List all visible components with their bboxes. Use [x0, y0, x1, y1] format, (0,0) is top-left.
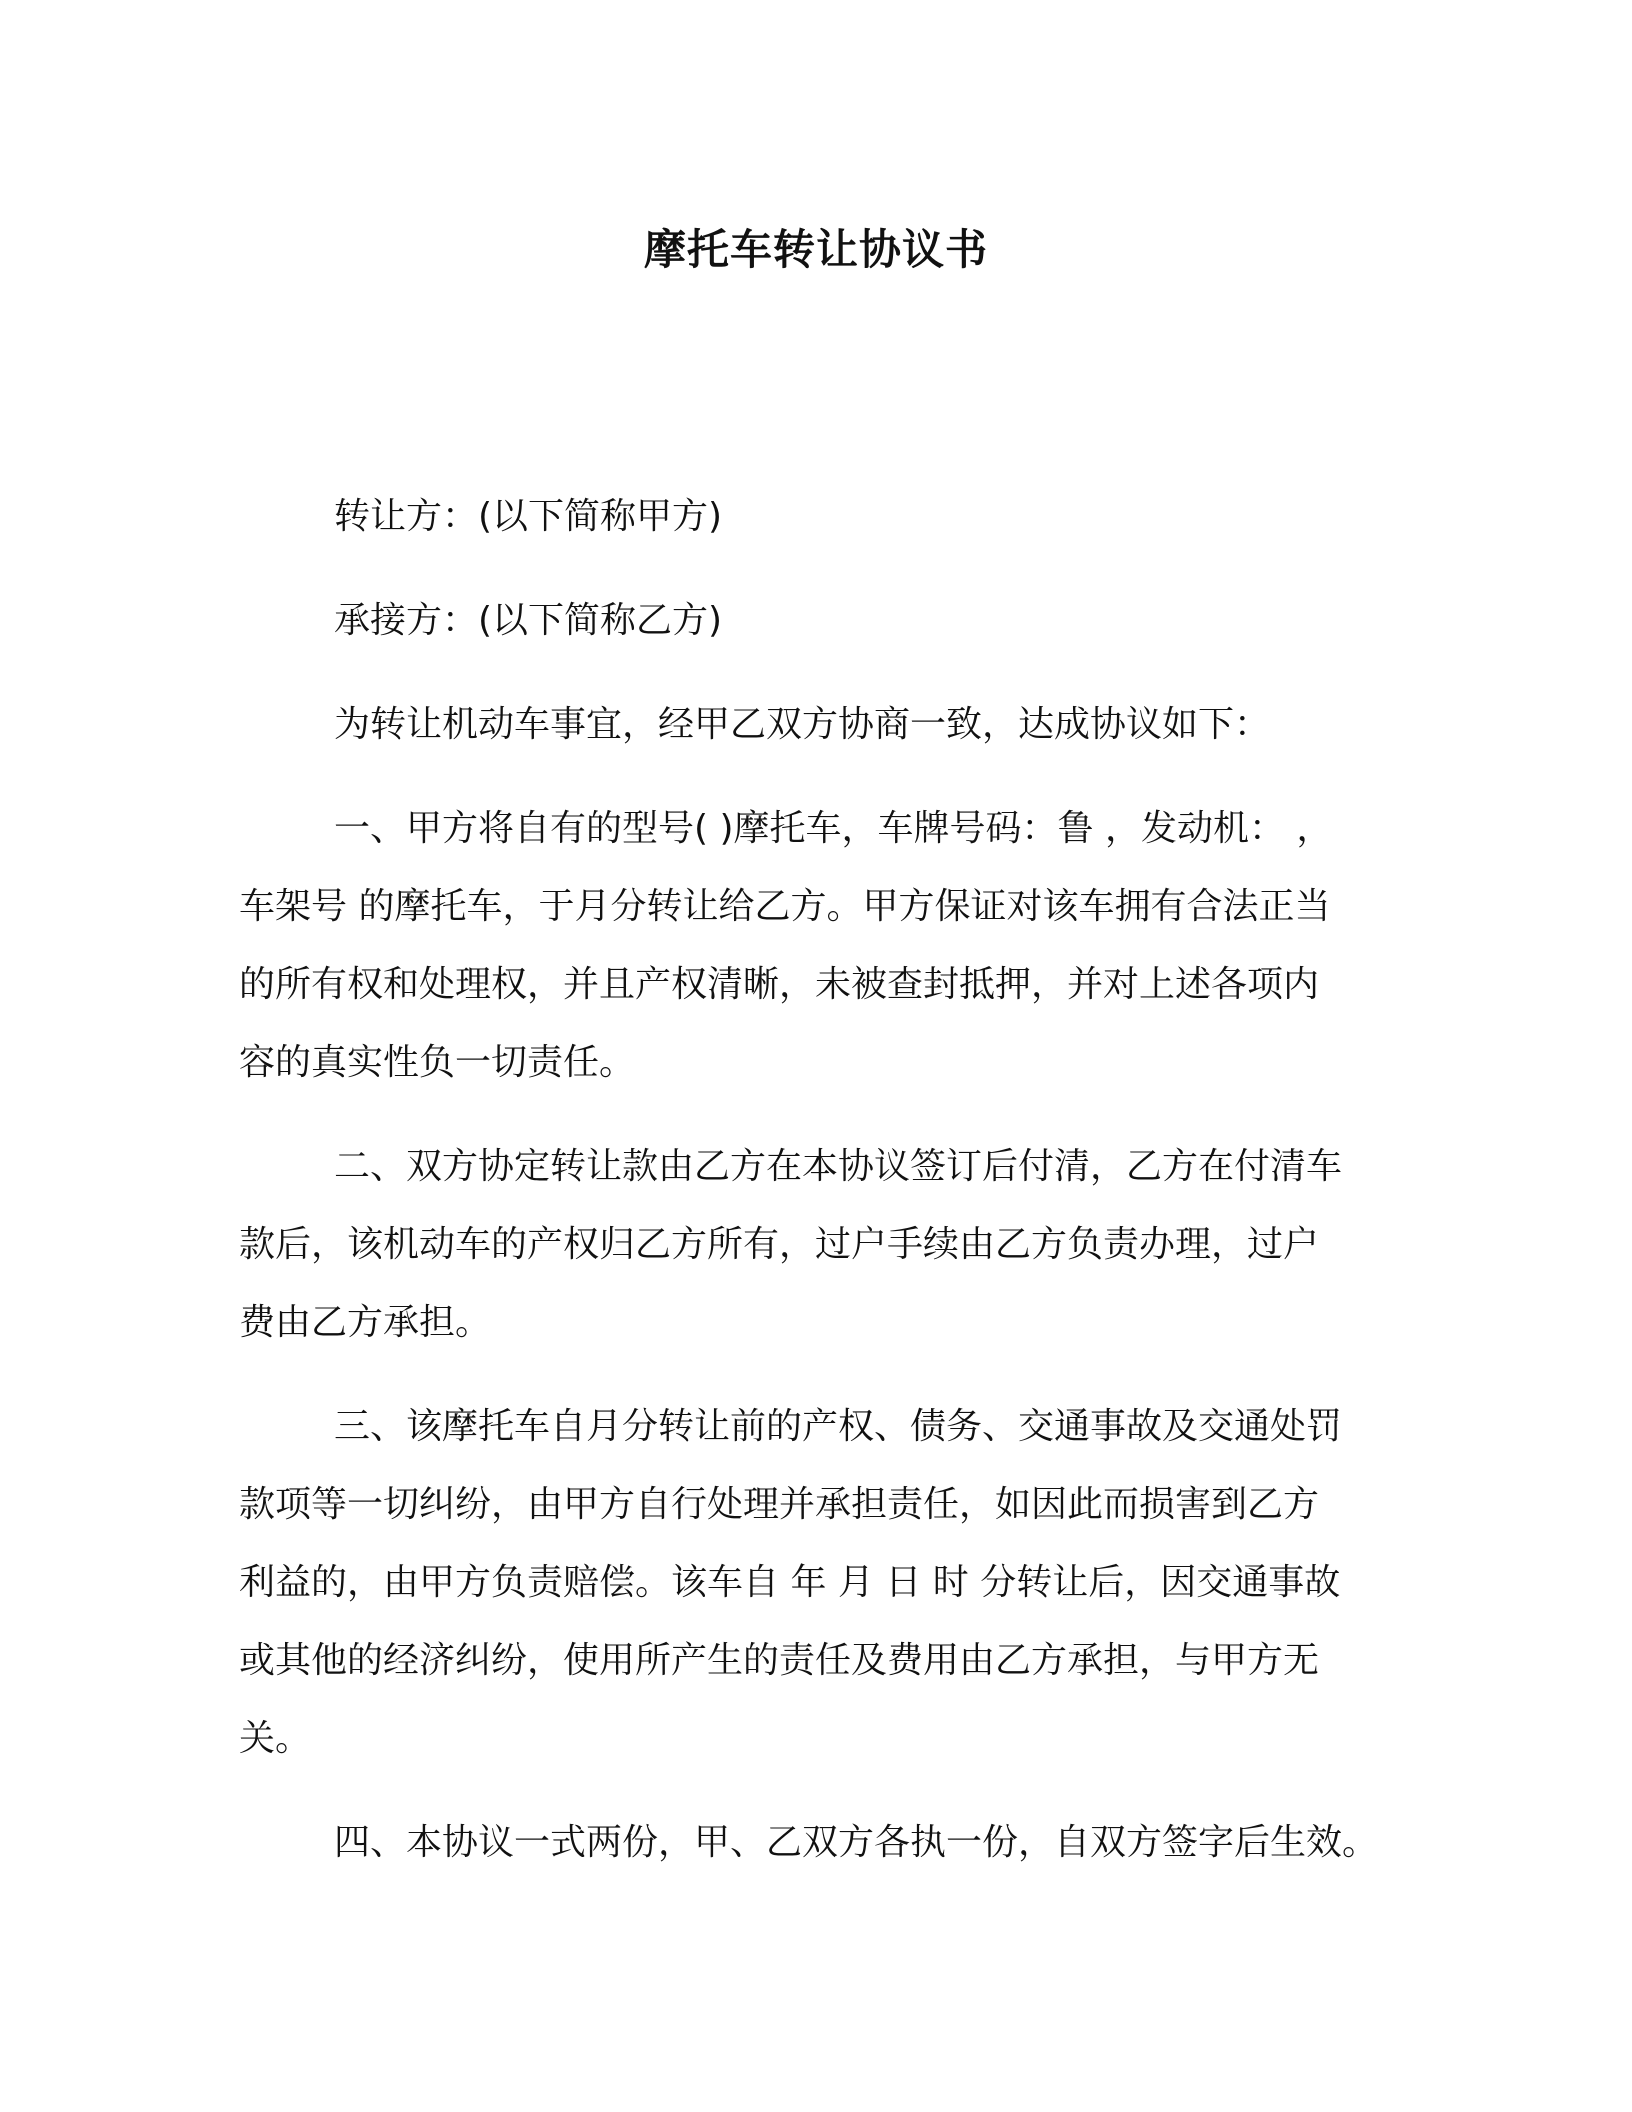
- clause-line: 二、双方协定转让款由乙方在本协议签订后付清，乙方在付清车: [334, 1146, 1343, 1187]
- clause-line: 一、甲方将自有的型号( )摩托车，车牌号码：鲁 ，发动机： ，: [334, 808, 1333, 849]
- transferor-line: 转让方：(以下简称甲方): [334, 496, 723, 537]
- clause-2: [239, 1140, 1419, 1350]
- transferee-line: 承接方：(以下简称乙方): [334, 600, 723, 641]
- clause-line: 或其他的经济纠纷，使用所产生的责任及费用由乙方承担，与甲方无: [239, 1640, 1320, 1681]
- document-title: 摩托车转让协议书: [643, 225, 988, 274]
- clause-line: 车架号 的摩托车，于月分转让给乙方。甲方保证对该车拥有合法正当: [239, 886, 1331, 927]
- clause-line: 利益的，由甲方负责赔偿。该车自 年 月 日 时 分转让后，因交通事故: [239, 1562, 1341, 1603]
- clause-line: 的所有权和处理权，并且产权清晰，未被查封抵押，并对上述各项内: [239, 964, 1320, 1005]
- document-body: [239, 490, 1419, 1920]
- clause-line: 款后，该机动车的产权归乙方所有，过户手续由乙方负责办理，过户: [239, 1224, 1320, 1265]
- clause-4: [239, 1816, 1419, 1870]
- clause-3: [239, 1400, 1419, 1766]
- clause-line: 费由乙方承担。: [239, 1302, 492, 1343]
- clause-line: 款项等一切纠纷，由甲方自行处理并承担责任，如因此而损害到乙方: [239, 1484, 1320, 1525]
- clause-line: 容的真实性负一切责任。: [239, 1042, 636, 1083]
- clause-line: 关。: [239, 1718, 312, 1759]
- clause-1: [239, 802, 1419, 1090]
- clause-line: 三、该摩托车自月分转让前的产权、债务、交通事故及交通处罚: [334, 1406, 1343, 1447]
- preamble-line: 为转让机动车事宜，经甲乙双方协商一致，达成协议如下：: [334, 704, 1271, 745]
- clause-line: 四、本协议一式两份，甲、乙双方各执一份，自双方签字后生效。: [334, 1822, 1379, 1863]
